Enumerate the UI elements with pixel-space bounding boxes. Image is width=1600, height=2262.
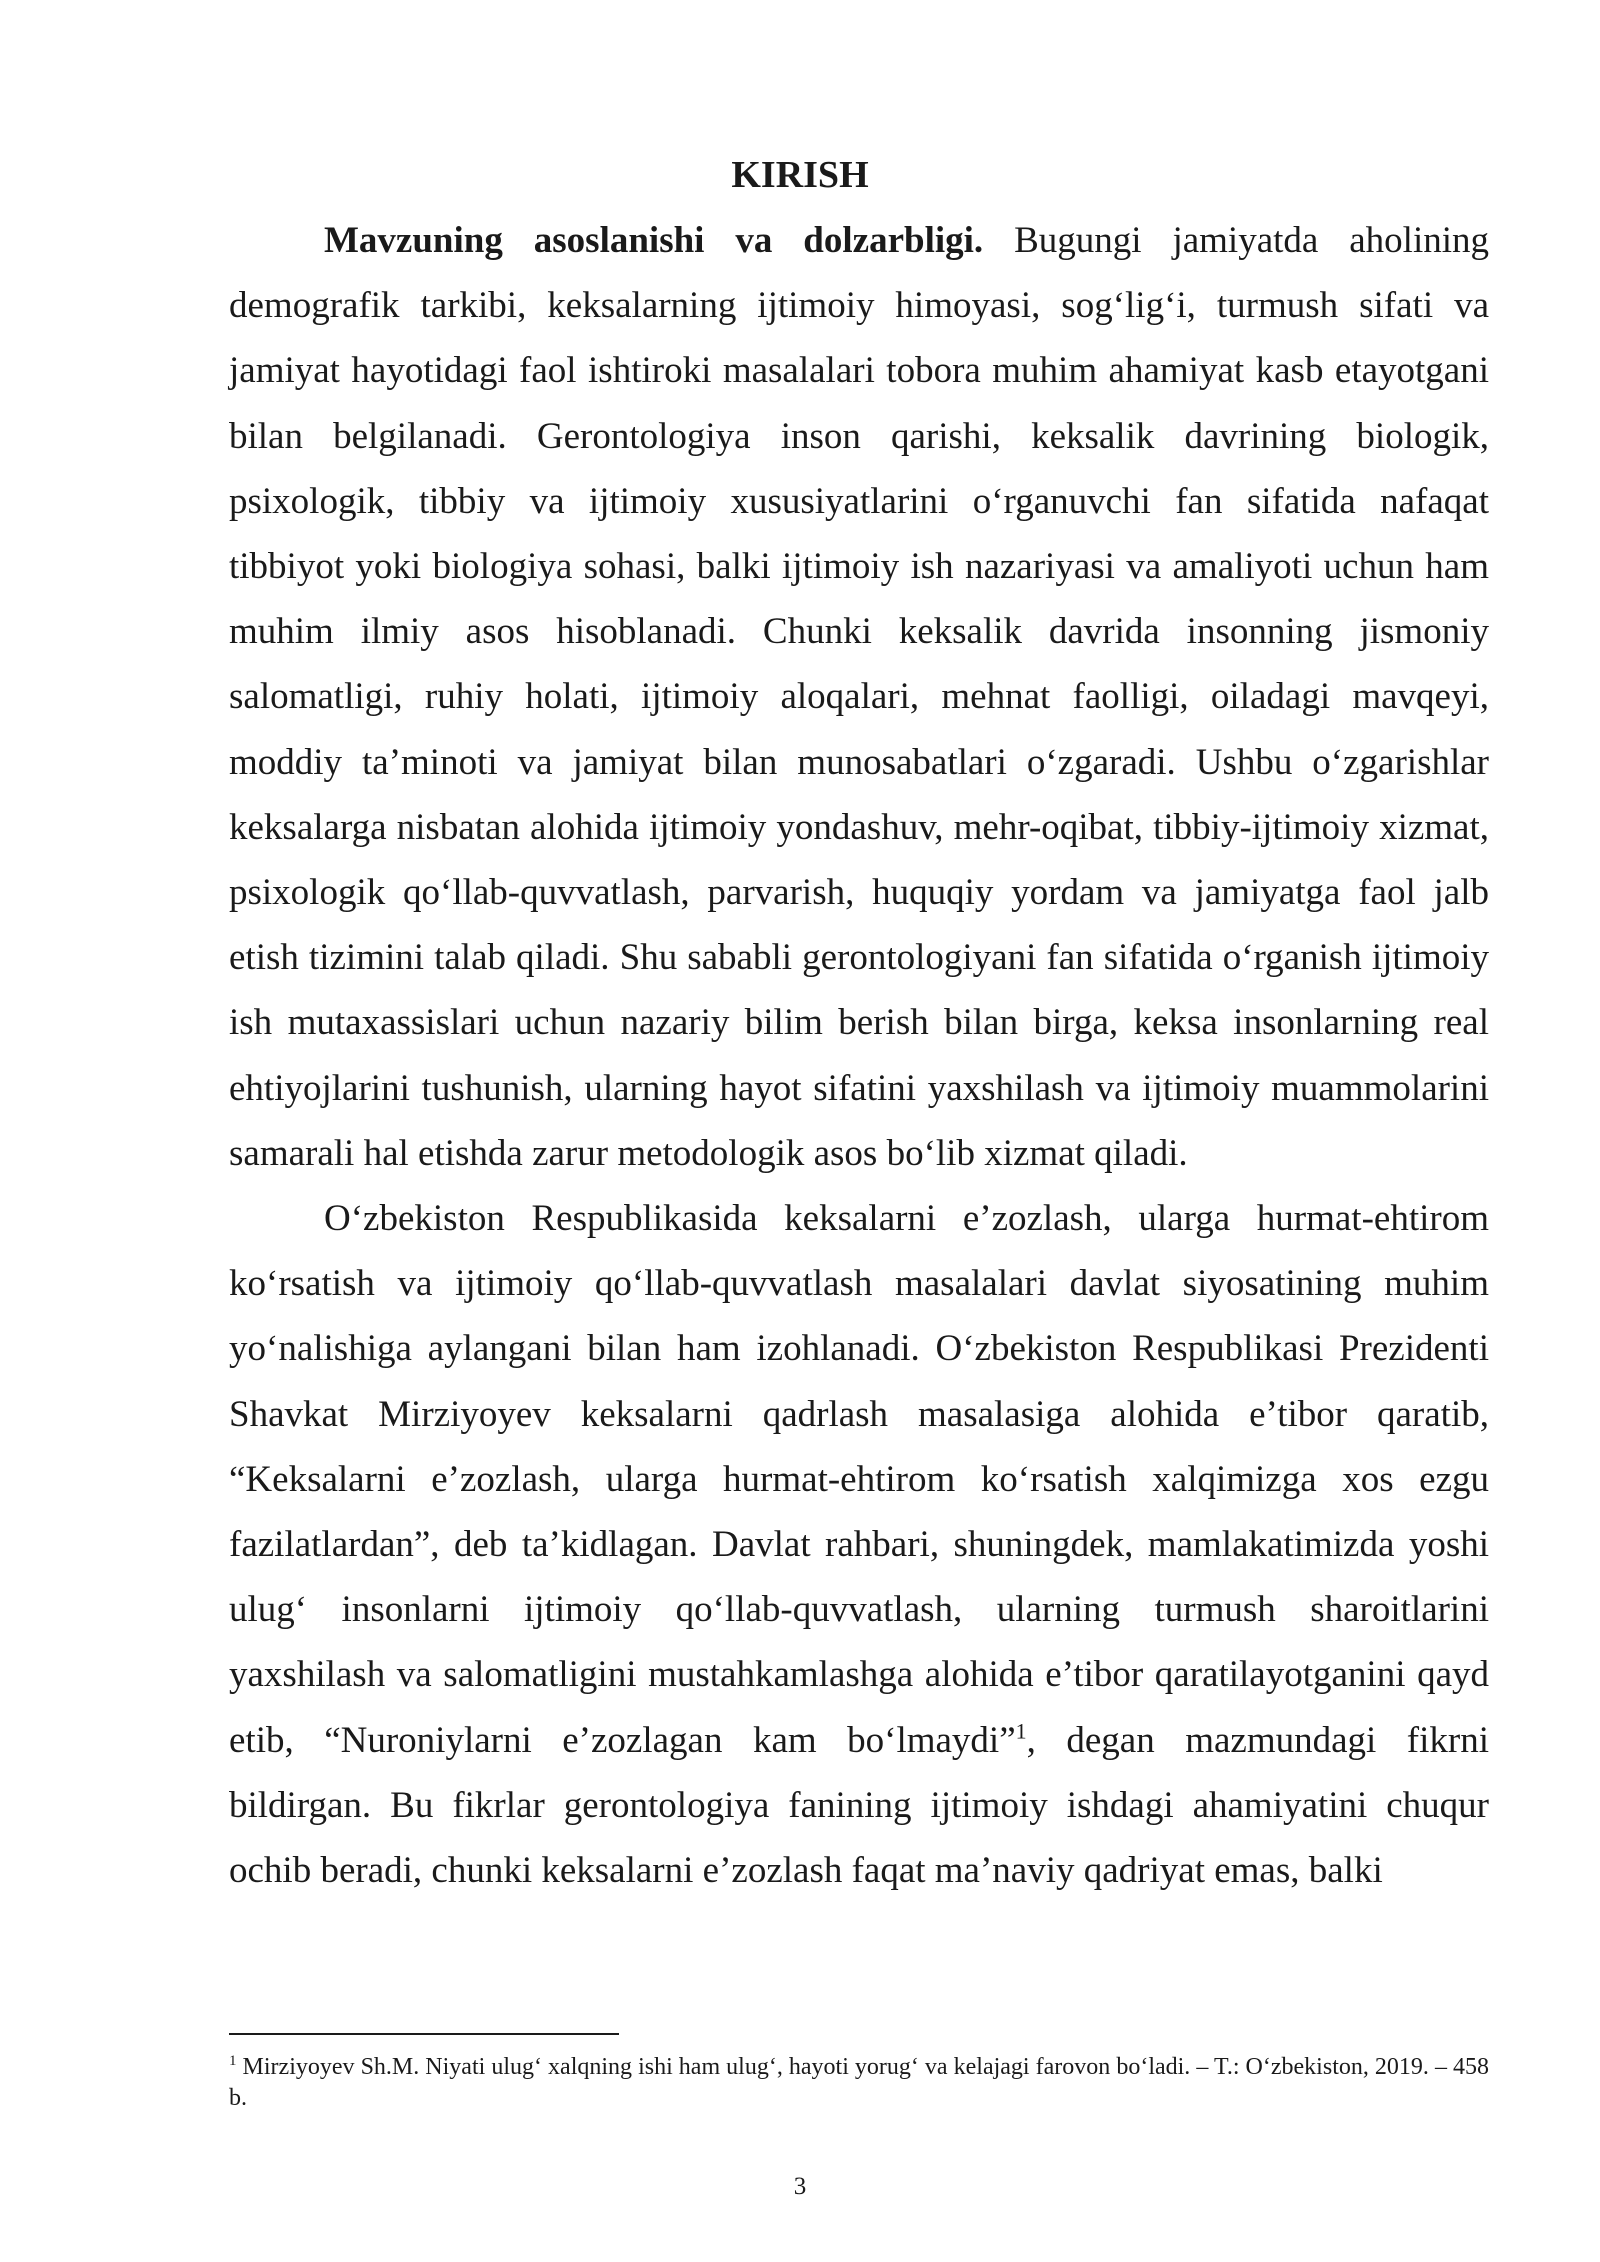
paragraph-state-policy [229,1186,1489,1903]
paragraph-lead: Mavzuning asoslanishi va dolzarbligi. [324,220,984,261]
paragraph-relevance [229,208,1489,1186]
footnote-reference[interactable]: 1 [1015,1718,1027,1744]
section-heading: KIRISH [731,154,869,196]
paragraph-text: Bugungi jamiyatda aholining demografik tarkibi, keksalarning ijtimoiy himoyasi, sog‘lig‘i, turmush sifati va jamiyat hayotidagi faol ishtiroki masalalari tobora muhim ahamiyat kasb etayotgani bilan belgilanadi. Gerontologiya inson qarishi, keksalik davrining biologik, psixologik, tibbiy va ijtimoiy xususiyatlarini o‘rganuvchi fan sifatida nafaqat tibbiyot yoki biologiya sohasi, balki ijtimoiy ish nazariyasi va amaliyoti uchun ham muhim ilmiy asos hisoblanadi. Chunki keksalik davrida insonning jismoniy salomatligi, ruhiy holati, ijtimoiy aloqalari, mehnat faolligi, oiladagi mavqeyi, moddiy ta’minoti va jamiyat bilan munosabatlari o‘zgaradi. Ushbu o‘zgarishlar keksalarga nisbatan alohida ijtimoiy yondashuv, mehr-oqibat, tibbiy-ijtimoiy xizmat, psixologik qo‘llab-quvvatlash, parvarish, huquqiy yordam va jamiyatga faol jalb etish tizimini talab qiladi. Shu sababli gerontologiyani fan sifatida o‘rganish ijtimoiy ish mutaxassislari uchun nazariy bilim berish bilan birga, keksa insonlarning real ehtiyojlarini tushunish, ularning hayot sifatini yaxshilash va ijtimoiy muammolarini samarali hal etishda zarur metodologik asos bo‘lib xizmat qiladi. [229,220,1489,1174]
paragraph-text-before-ref: O‘zbekiston Respublikasida keksalarni e’zozlash, ularga hurmat-ehtirom ko‘rsatish va ijtimoiy qo‘llab-quvvatlash masalalari davlat siyosatining muhim yo‘nalishiga aylangani bilan ham izohlanadi. O‘zbekiston Respublikasi Prezidenti Shavkat Mirziyoyev keksalarni qadrlash masalasiga alohida e’tibor qaratib, “Keksalarni e’zozlash, ularga hurmat-ehtirom ko‘rsatish xalqimizga xos ezgu fazilatlardan”, deb ta’kidlagan. Davlat rahbari, shuningdek, mamlakatimizda yoshi ulug‘ insonlarni ijtimoiy qo‘llab-quvvatlash, ularning turmush sharoitlarini yaxshilash va salomatligini mustahkamlashga alohida e’tibor qaratilayotganini qayd etib, “Nuroniylarni e’zozlagan kam bo‘lmaydi” [229,1198,1489,1761]
body-text [229,208,1489,1903]
footnote [229,2052,1489,2114]
footnote-marker: 1 [229,2053,237,2069]
footnote-text: Mirziyoyev Sh.M. Niyati ulug‘ xalqning ishi ham ulug‘, hayoti yorug‘ va kelajagi farovon bo‘ladi. – T.: O‘zbekiston, 2019. – 458 b. [229,2054,1489,2111]
paragraph-text-after-ref: , degan mazmundagi fikrni bildirgan. Bu fikrlar gerontologiya fanining ijtimoiy ishdagi ahamiyatini chuqur ochib beradi, chunki keksalarni e’zozlash faqat ma’naviy qadriyat emas, balki [229,1719,1489,1892]
footnote-divider [229,2033,619,2035]
page-number: 3 [793,2173,807,2200]
